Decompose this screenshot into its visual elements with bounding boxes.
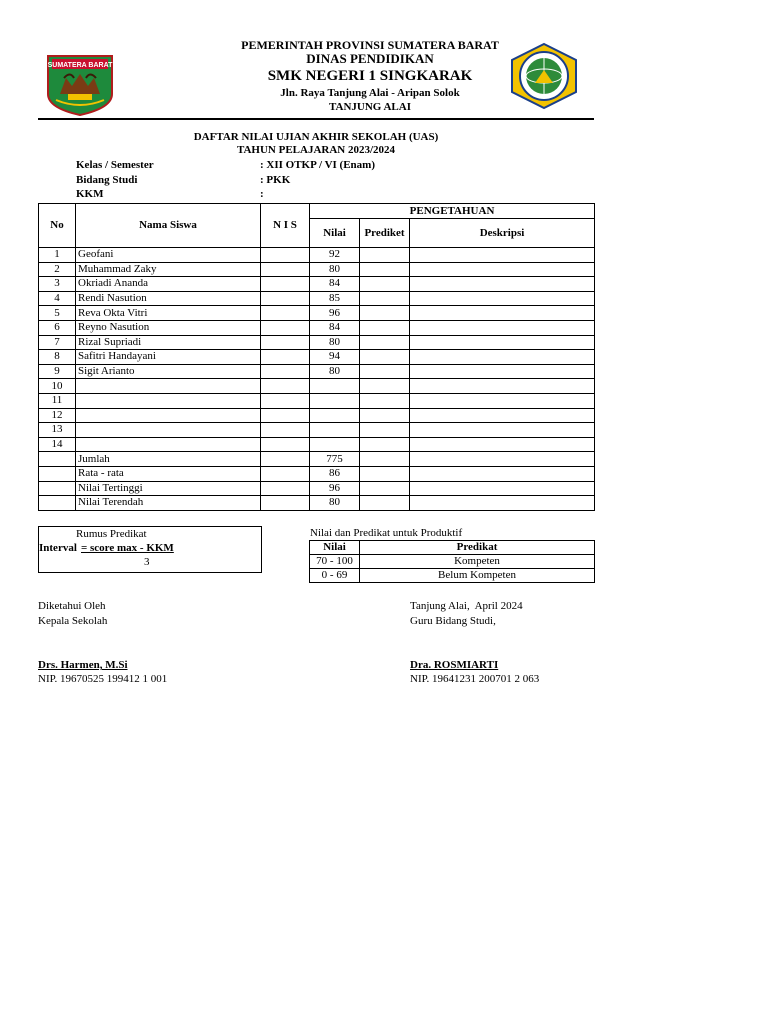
deskripsi-cell — [410, 379, 595, 394]
predikat-cell — [360, 379, 410, 394]
col-header-name: Nama Siswa — [76, 204, 261, 248]
formula-interval-label: Interval — [39, 542, 77, 554]
predikat-cell — [360, 393, 410, 408]
table-row — [39, 408, 595, 423]
summary-row — [39, 466, 595, 481]
deskripsi-cell — [410, 408, 595, 423]
row-number: 1 — [39, 248, 76, 263]
score-value — [310, 437, 360, 452]
info-value-subject: : PKK — [260, 174, 291, 186]
header-city: TANJUNG ALAI — [328, 101, 411, 113]
document-title: DAFTAR NILAI UJIAN AKHIR SEKOLAH (UAS) — [193, 131, 439, 143]
predikat-col-predikat: Predikat — [360, 541, 595, 555]
signature-right-name: Dra. ROSMIARTI — [410, 659, 499, 671]
row-number: 14 — [39, 437, 76, 452]
predikat-cell — [360, 408, 410, 423]
summary-blank — [39, 466, 76, 481]
student-nis — [261, 277, 310, 292]
signature-left-nip: NIP. 19670525 199412 1 001 — [38, 673, 168, 685]
signature-left-line2: Kepala Sekolah — [38, 615, 108, 627]
deskripsi-cell — [410, 306, 595, 321]
predikat-cell — [360, 320, 410, 335]
info-label-kkm: KKM — [76, 188, 104, 200]
row-number: 5 — [39, 306, 76, 321]
info-label-subject: Bidang Studi — [76, 174, 138, 186]
student-name: Reva Okta Vitri — [76, 306, 261, 321]
header-address: Jln. Raya Tanjung Alai - Aripan Solok — [280, 87, 460, 99]
predikat-range: 70 - 100 — [310, 555, 360, 569]
predikat-cell — [360, 423, 410, 438]
score-value — [310, 393, 360, 408]
summary-blank — [261, 481, 310, 496]
summary-blank — [261, 496, 310, 511]
student-name: Safitri Handayani — [76, 350, 261, 365]
row-number: 2 — [39, 262, 76, 277]
formula-box — [38, 526, 262, 573]
score-value: 80 — [310, 262, 360, 277]
table-row — [39, 277, 595, 292]
signature-right-nip: NIP. 19641231 200701 2 063 — [410, 673, 540, 685]
table-row — [39, 364, 595, 379]
student-nis — [261, 423, 310, 438]
predikat-range: 0 - 69 — [310, 569, 360, 583]
student-name — [76, 379, 261, 394]
summary-label: Nilai Terendah — [76, 496, 261, 511]
deskripsi-cell — [410, 364, 595, 379]
table-row — [39, 320, 595, 335]
deskripsi-cell — [410, 496, 595, 511]
predikat-cell — [360, 306, 410, 321]
predikat-cell — [360, 335, 410, 350]
predikat-cell — [360, 277, 410, 292]
formula-value: 3 — [144, 556, 150, 568]
predikat-cell — [360, 452, 410, 467]
student-nis — [261, 364, 310, 379]
summary-row — [39, 481, 595, 496]
student-name: Rendi Nasution — [76, 291, 261, 306]
predikat-cell — [360, 262, 410, 277]
row-number: 10 — [39, 379, 76, 394]
deskripsi-cell — [410, 452, 595, 467]
summary-blank — [39, 496, 76, 511]
deskripsi-cell — [410, 291, 595, 306]
col-header-deskripsi: Deskripsi — [410, 219, 595, 248]
student-name: Geofani — [76, 248, 261, 263]
col-header-prediket: Prediket — [360, 219, 410, 248]
signature-right-line1: Tanjung Alai, April 2024 — [410, 600, 523, 612]
student-name: Reyno Nasution — [76, 320, 261, 335]
sumatera-barat-emblem-icon — [46, 54, 114, 116]
summary-value: 86 — [310, 466, 360, 481]
score-value — [310, 423, 360, 438]
score-value: 84 — [310, 320, 360, 335]
student-nis — [261, 379, 310, 394]
col-header-nilai: Nilai — [310, 219, 360, 248]
summary-blank — [39, 452, 76, 467]
student-nis — [261, 350, 310, 365]
score-value: 84 — [310, 277, 360, 292]
score-value: 92 — [310, 248, 360, 263]
student-name: Muhammad Zaky — [76, 262, 261, 277]
student-nis — [261, 320, 310, 335]
student-name — [76, 423, 261, 438]
summary-blank — [261, 452, 310, 467]
predikat-col-nilai: Nilai — [310, 541, 360, 555]
student-nis — [261, 306, 310, 321]
predikat-label: Kompeten — [360, 555, 595, 569]
col-header-no: No — [39, 204, 76, 248]
deskripsi-cell — [410, 423, 595, 438]
student-name: Okriadi Ananda — [76, 277, 261, 292]
deskripsi-cell — [410, 393, 595, 408]
student-name — [76, 408, 261, 423]
score-value: 80 — [310, 364, 360, 379]
predikat-cell — [360, 437, 410, 452]
summary-label: Jumlah — [76, 452, 261, 467]
row-number: 7 — [39, 335, 76, 350]
summary-row — [39, 452, 595, 467]
signature-right-line2: Guru Bidang Studi, — [410, 615, 496, 627]
student-nis — [261, 393, 310, 408]
row-number: 9 — [39, 364, 76, 379]
row-number: 4 — [39, 291, 76, 306]
deskripsi-cell — [410, 335, 595, 350]
predikat-cell — [360, 364, 410, 379]
header-school-name: SMK NEGERI 1 SINGKARAK — [267, 68, 473, 84]
score-value — [310, 379, 360, 394]
table-row — [39, 262, 595, 277]
summary-value: 80 — [310, 496, 360, 511]
signature-left-line1: Diketahui Oleh — [38, 600, 106, 612]
deskripsi-cell — [410, 481, 595, 496]
summary-blank — [261, 466, 310, 481]
deskripsi-cell — [410, 262, 595, 277]
info-value-kkm: : — [260, 188, 264, 200]
deskripsi-cell — [410, 320, 595, 335]
row-number: 6 — [39, 320, 76, 335]
predikat-table — [309, 540, 595, 583]
table-row — [39, 335, 595, 350]
document-year: TAHUN PELAJARAN 2023/2024 — [236, 144, 396, 156]
table-row — [39, 379, 595, 394]
score-value: 85 — [310, 291, 360, 306]
signature-left-name: Drs. Harmen, M.Si — [38, 659, 128, 671]
row-number: 8 — [39, 350, 76, 365]
summary-label: Nilai Tertinggi — [76, 481, 261, 496]
table-row — [39, 393, 595, 408]
header-department: DINAS PENDIDIKAN — [306, 51, 434, 66]
info-label-class: Kelas / Semester — [76, 159, 154, 171]
predikat-label: Belum Kompeten — [360, 569, 595, 583]
student-name: Sigit Arianto — [76, 364, 261, 379]
student-name — [76, 393, 261, 408]
student-nis — [261, 262, 310, 277]
summary-label: Rata - rata — [76, 466, 261, 481]
predikat-cell — [360, 350, 410, 365]
predikat-cell — [360, 248, 410, 263]
col-header-nis: N I S — [261, 204, 310, 248]
student-nis — [261, 335, 310, 350]
emblem-text: SUMATERA BARAT — [47, 62, 113, 69]
student-nis — [261, 437, 310, 452]
header-divider — [38, 118, 594, 120]
formula-expression: = score max - KKM — [81, 542, 174, 554]
score-value: 80 — [310, 335, 360, 350]
info-value-class: : XII OTKP / VI (Enam) — [260, 159, 376, 171]
grade-table — [38, 203, 595, 511]
formula-title: Rumus Predikat — [76, 528, 147, 540]
predikat-cell — [360, 466, 410, 481]
summary-value: 96 — [310, 481, 360, 496]
deskripsi-cell — [410, 248, 595, 263]
deskripsi-cell — [410, 437, 595, 452]
student-nis — [261, 408, 310, 423]
student-name — [76, 437, 261, 452]
row-number: 13 — [39, 423, 76, 438]
summary-blank — [39, 481, 76, 496]
student-nis — [261, 291, 310, 306]
table-row — [39, 306, 595, 321]
deskripsi-cell — [410, 277, 595, 292]
deskripsi-cell — [410, 466, 595, 481]
student-nis — [261, 248, 310, 263]
row-number: 12 — [39, 408, 76, 423]
table-row — [39, 437, 595, 452]
predikat-cell — [360, 291, 410, 306]
predikat-cell — [360, 496, 410, 511]
row-number: 11 — [39, 393, 76, 408]
table-row — [39, 291, 595, 306]
table-row — [39, 423, 595, 438]
table-row — [39, 248, 595, 263]
deskripsi-cell — [410, 350, 595, 365]
student-name: Rizal Supriadi — [76, 335, 261, 350]
score-value: 94 — [310, 350, 360, 365]
predikat-cell — [360, 481, 410, 496]
header-government: PEMERINTAH PROVINSI SUMATERA BARAT — [241, 38, 499, 52]
score-value — [310, 408, 360, 423]
predikat-caption: Nilai dan Predikat untuk Produktif — [310, 527, 463, 539]
summary-row — [39, 496, 595, 511]
score-value: 96 — [310, 306, 360, 321]
table-row — [39, 350, 595, 365]
row-number: 3 — [39, 277, 76, 292]
summary-value: 775 — [310, 452, 360, 467]
col-header-group: PENGETAHUAN — [310, 204, 595, 219]
